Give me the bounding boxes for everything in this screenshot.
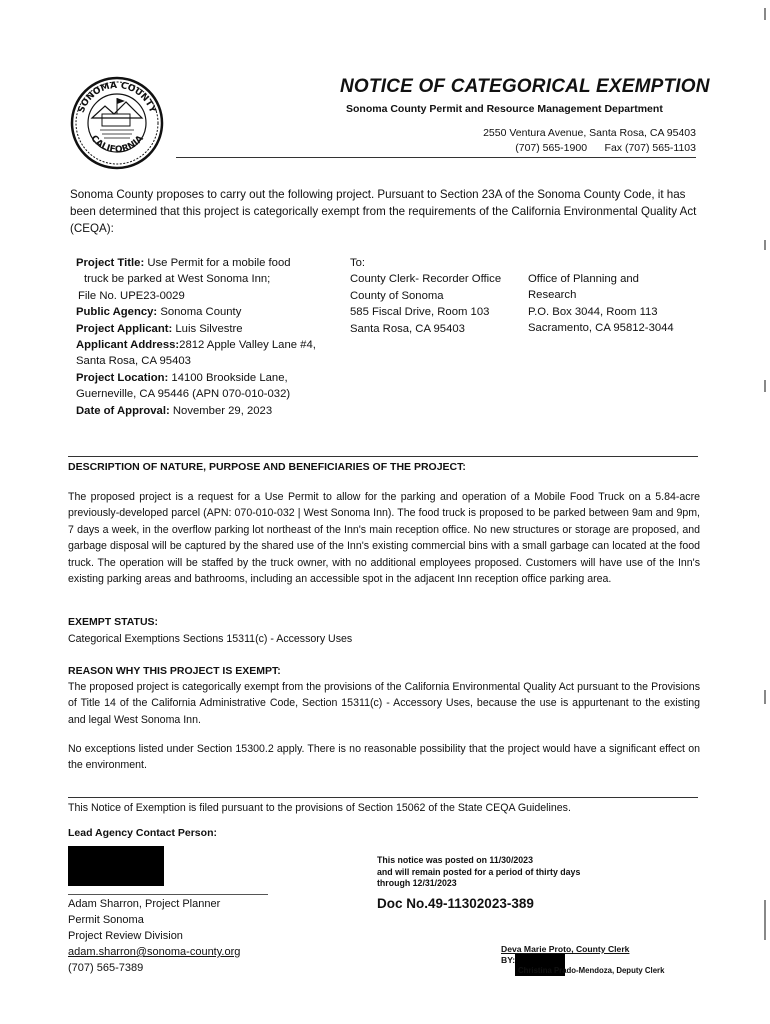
department-name: Sonoma County Permit and Resource Management Department (346, 103, 663, 115)
posting-line-3: through 12/31/2023 (377, 878, 457, 888)
recipient-2-line-2: Research (528, 289, 577, 302)
reason-text-2: No exceptions listed under Section 15300.2 apply. There is no reasonable possibility that the project would have a significant effect on the environment. (68, 743, 700, 772)
exempt-status-text: Categorical Exemptions Sections 15311(c) - Accessory Uses (68, 633, 353, 645)
scan-edge-mark (764, 690, 766, 704)
recipient-1-line-4: Santa Rosa, CA 95403 (350, 322, 465, 335)
phone-fax: (707) 565-1900 Fax (707) 565-1103 (515, 142, 696, 154)
header-divider (176, 157, 696, 158)
contact-email-link[interactable]: adam.sharron@sonoma-county.org (68, 946, 241, 958)
posting-line-1: This notice was posted on 11/30/2023 (377, 855, 533, 865)
contact-name: Adam Sharron, Project Planner (68, 898, 221, 910)
agency-value: Sonoma County (160, 306, 242, 319)
scan-edge-mark (764, 900, 766, 940)
street-address: 2550 Ventura Avenue, Santa Rosa, CA 95403 (483, 127, 696, 139)
recipient-1-line-3: 585 Fiscal Drive, Room 103 (350, 306, 490, 319)
section-divider (68, 456, 698, 457)
applicant-address-label: Applicant Address: (76, 339, 180, 352)
reason-heading: REASON WHY THIS PROJECT IS EXEMPT: (68, 665, 281, 677)
project-details (76, 255, 346, 419)
agency-label: Public Agency: (76, 306, 158, 319)
location-label: Project Location: (76, 371, 169, 384)
intro-paragraph: Sonoma County proposes to carry out the following project. Pursuant to Section 23A of the Sonoma County Code, it has been determined that this project is categorically exempt from the requirements of the California Environmental Quality Act (CEQA): (70, 188, 697, 235)
department-address (483, 126, 696, 156)
approval-date-value: November 29, 2023 (172, 404, 273, 417)
county-clerk-name: Deva Marie Proto, County Clerk (501, 944, 630, 954)
contact-division: Project Review Division (68, 930, 183, 942)
contact-org: Permit Sonoma (68, 914, 144, 926)
file-number: File No. UPE23-0029 (78, 289, 185, 302)
location-value: 14100 Brookside Lane, (171, 371, 288, 384)
recipient-2-line-1: Office of Planning and (528, 273, 639, 285)
recipient-column-2 (528, 271, 674, 337)
recipient-2-line-4: Sacramento, CA 95812-3044 (528, 322, 674, 335)
reason-text: The proposed project is categorically exempt from the provisions of the California Environmental Quality Act pursuant to the Provisions of Title 14 of the California Administrative Code, Section 15311(c) - Accessory Uses, because the use is appurtenant to the existing and legal West Sonoma Inn. (68, 681, 700, 726)
description-heading: DESCRIPTION OF NATURE, PURPOSE AND BENEFICIARIES OF THE PROJECT: (68, 461, 466, 473)
project-title-label: Project Title: (76, 257, 145, 269)
contact-block (68, 896, 240, 976)
recipient-1-line-1: County Clerk- Recorder Office (350, 273, 502, 286)
exempt-status-heading: EXEMPT STATUS: (68, 616, 159, 628)
to-label: To: (350, 257, 366, 269)
applicant-value: Luis Silvestre (175, 322, 243, 335)
signature-redaction (68, 846, 164, 886)
scan-edge-mark (764, 380, 766, 392)
project-title-value: Use Permit for a mobile food (147, 257, 291, 269)
scan-edge-mark (764, 240, 766, 250)
svg-text:CALIFORNIA (88, 134, 145, 155)
filed-note: This Notice of Exemption is filed pursuant to the provisions of Section 15062 of the State CEQA Guidelines. (68, 802, 571, 814)
recipient-2-line-3: P.O. Box 3044, Room 113 (528, 305, 658, 318)
applicant-label: Project Applicant: (76, 322, 173, 335)
project-title-value-cont: truck be parked at West Sonoma Inn; (84, 273, 271, 286)
seal-text-top: SONOMA COUNTY (76, 80, 158, 115)
posting-line-2: and will remain posted for a period of thirty days (377, 866, 581, 877)
recipient-column-1 (350, 255, 501, 337)
applicant-address-value-cont: Santa Rosa, CA 95403 (76, 355, 191, 368)
page-title: NOTICE OF CATEGORICAL EXEMPTION (340, 76, 710, 97)
signature-line (68, 894, 268, 895)
county-seal-logo (70, 76, 164, 170)
deputy-clerk-name: Christina Prado-Mendoza, Deputy Clerk (518, 966, 665, 975)
applicant-address-value: 2812 Apple Valley Lane #4, (179, 339, 316, 352)
contact-heading: Lead Agency Contact Person: (68, 827, 217, 839)
approval-date-label: Date of Approval: (76, 404, 170, 417)
by-label: BY: (501, 954, 516, 965)
document-number: Doc No.49-11302023-389 (377, 896, 534, 911)
location-value-cont: Guerneville, CA 95446 (APN 070-010-032) (76, 388, 291, 401)
recipient-1-line-2: County of Sonoma (350, 289, 444, 302)
scan-edge-mark (764, 8, 766, 20)
seal-text-bottom: CALIFORNIA (88, 133, 146, 156)
filed-divider (68, 797, 698, 798)
posting-stamp (377, 855, 580, 890)
contact-phone: (707) 565-7389 (68, 962, 144, 974)
description-text: The proposed project is a request for a Use Permit to allow for the parking and operation of a Mobile Food Truck on a 5.84-acre previously-developed parcel (APN: 070-010-032 | West Sonoma Inn). The food truck is proposed to be parked between 9am and 9pm, 7 days a week, in the overflow parking lot northeast of the Inn's main reception office. No new structures or storage are proposed, and garbage disposal will be captured by the shared use of the Inn's existing commercial bins with a small garbage can located at the food truck. The operation will be staffed by the truck owner, with no additional employees proposed. Customers will have use of the Inn's existing parking areas and bathrooms, including an accessible spot in the adjacent Inn reception office parking area. (68, 491, 700, 586)
